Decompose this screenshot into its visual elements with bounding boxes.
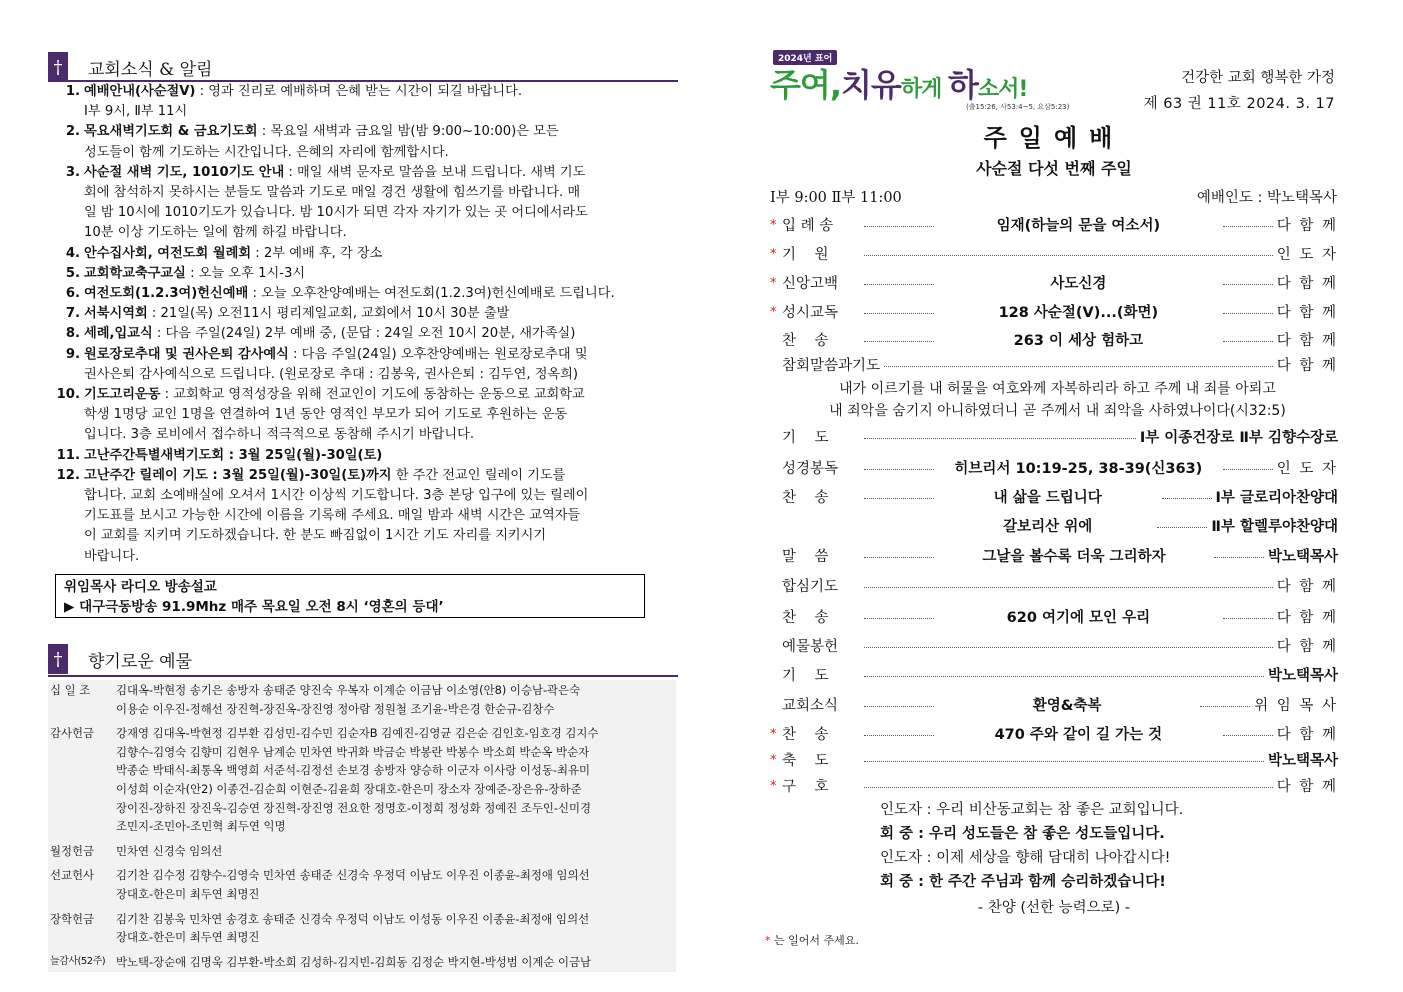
offering-row: [48, 909, 676, 948]
star-mark: *: [765, 934, 771, 947]
order-person: 인 도 자: [1276, 247, 1338, 263]
news-text-cont: 입니다. 3층 로비에서 접수하니 적극적으로 동참해 주시기 바랍니다.: [84, 427, 475, 443]
order-person: 인 도 자: [1276, 461, 1338, 477]
confession-verse: [780, 378, 1335, 422]
news-body: [84, 304, 676, 324]
leader-dots: [1223, 341, 1273, 342]
news-text-cont: 10분 이상 기도하는 일에 함께 하길 바랍니다.: [84, 225, 347, 241]
order-label: 교회소식: [782, 698, 839, 714]
leader-dots: [1223, 284, 1273, 285]
standing-mark: *: [770, 276, 777, 291]
order-person: 다 함 께: [1276, 305, 1338, 321]
order-content: 갈보리산 위에: [1003, 519, 1093, 535]
donor-line: 김대옥-박현정 송기은 송방자 송태준 양진숙 우복자 이계순 이금남 이소영(안8) 이승남-곽은숙: [116, 683, 581, 697]
offering-names: [116, 724, 676, 836]
news-body: [84, 385, 676, 446]
news-text: : 오늘 오후 1시-3시: [185, 265, 306, 281]
donor-line: 장대호-한은미 최두연 최명진: [116, 886, 260, 901]
logo-badge: 2024년 표어: [773, 50, 837, 65]
order-label: 말 씀: [782, 549, 829, 565]
offering-category: 감사헌금: [50, 726, 95, 741]
donor-line: 김향수-김영숙 김향미 김현우 남계순 민차연 박귀화 박금순 박봉란 박봉수 박소희 박순옥 박순자: [116, 744, 590, 759]
leader-dots: [864, 587, 1273, 588]
offering-row: [48, 952, 676, 973]
order-content: 임재(하늘의 문을 여소서): [996, 218, 1161, 234]
news-number: 1.: [65, 84, 80, 99]
standing-mark: *: [770, 779, 777, 794]
order-person: Ⅰ부 이종건장로 Ⅱ부 김향수장로: [1139, 430, 1338, 446]
news-item: [52, 466, 676, 567]
offering-category: 장학헌금: [50, 911, 95, 926]
news-text-cont: 바랍니다.: [84, 548, 140, 564]
order-person: 다 함 께: [1276, 579, 1338, 595]
radio-title: 위임목사 라디오 방송설교: [64, 579, 217, 595]
news-item: [52, 284, 676, 304]
order-item: [770, 459, 1338, 479]
order-item: [770, 356, 1338, 376]
offering-category: 늘감사(52주): [50, 955, 106, 967]
order-label: 입 례 송: [782, 218, 834, 234]
order-person: 다 함 께: [1276, 779, 1338, 795]
order-item: [770, 274, 1338, 294]
order-label: 찬 송: [782, 333, 829, 349]
news-body: [84, 284, 676, 304]
news-number: 11.: [56, 447, 80, 463]
leader-dots: [864, 761, 1264, 762]
leader-dots: [1200, 706, 1250, 707]
news-item: [52, 345, 676, 385]
leader-dots: [864, 498, 934, 499]
donor-line: 이성희 이순자(안2) 이종건-김순희 이현준-김윤희 장대호-한은미 장소자 장예준-장은유-장하준: [116, 781, 582, 796]
news-number: 10.: [56, 387, 80, 403]
offering-row: [48, 680, 676, 719]
leader-dots: [864, 676, 1264, 677]
news-item: [52, 304, 676, 324]
order-item: [770, 666, 1338, 686]
donor-line: 민차연 신경숙 임의선: [116, 843, 223, 858]
standing-mark: *: [770, 247, 777, 262]
order-content: 내 삶을 드립니다: [993, 490, 1102, 506]
news-body: [84, 244, 676, 264]
order-item: [770, 547, 1338, 567]
news-text-cont: Ⅰ부 9시, Ⅱ부 11시: [84, 104, 188, 120]
news-item: [52, 82, 676, 122]
order-item: [770, 696, 1338, 716]
order-item: [770, 245, 1338, 265]
congregation-line: 회 중 : 한 주간 주님과 함께 승리하겠습니다!: [880, 874, 1166, 890]
leader-dots: [1223, 618, 1273, 619]
news-text: : 오늘 오후찬양예배는 여전도회(1.2.3여)헌신예배로 드립니다.: [248, 286, 615, 302]
cross-icon: †: [48, 52, 68, 82]
news-text: : 다음 주일(24일) 2부 예배 중, (문답 : 24일 오전 10시 20분, 새가족실): [152, 326, 576, 342]
order-item: [770, 331, 1338, 351]
leader-dots: [864, 255, 1273, 256]
news-number: 6.: [65, 286, 80, 302]
news-heading: 사순절 새벽 기도, 1010기도 안내: [84, 164, 285, 180]
donor-line: 박노택-장순애 김명욱 김부환-박소희 김성하-김지빈-김희동 김정순 박지현-박성범 이계순 이금남: [116, 954, 592, 969]
responsive-reading: [880, 798, 1183, 894]
donor-line: 김기찬 김수정 김향수-김영숙 민차연 송태준 신경숙 우정덕 이남도 이우진 이종윤-최정애 임의선: [116, 868, 590, 883]
news-text-cont: 권사은퇴 감사예식으로 드립니다. (원로장로 추대 : 김봉욱, 권사은퇴 : 김두연, 정옥희): [84, 366, 579, 382]
news-heading: 예배안내(사순절Ⅴ): [84, 84, 196, 99]
order-content: 470 주와 같이 길 가는 것: [994, 727, 1163, 743]
order-person: Ⅰ부 글로리아찬양대: [1215, 490, 1338, 506]
order-label: 신앙고백: [782, 276, 839, 292]
leader-dots: [1214, 557, 1264, 558]
radio-box: [55, 574, 645, 618]
news-body: [84, 446, 676, 466]
leader-dots: [864, 469, 934, 470]
verse-line: 내가 이르기를 내 허물을 여호와께 자복하리라 하고 주께 내 죄를 아뢰고: [839, 381, 1276, 397]
news-number: 3.: [65, 164, 80, 180]
news-heading: 고난주간특별새벽기도회 : 3월 25일(월)-30일(토): [84, 447, 383, 463]
order-item: [770, 751, 1338, 771]
order-person: 박노택목사: [1267, 549, 1338, 565]
congregation-line: 회 중 : 우리 성도들은 참 좋은 성도들입니다.: [880, 826, 1165, 842]
offering-names: [116, 866, 676, 903]
news-heading: 서북시역회: [84, 306, 148, 322]
order-person: 다 함 께: [1276, 639, 1338, 655]
logo-part: 주여,: [770, 66, 841, 104]
news-number: 5.: [65, 265, 80, 281]
offering-row: [48, 841, 676, 862]
leader-dots: [1223, 735, 1273, 736]
news-heading: 세례,입교식: [84, 326, 153, 342]
news-heading: 안수집사회, 여전도회 월례회: [84, 245, 252, 261]
offering-row: [48, 865, 676, 904]
order-content: 사도신경: [1050, 276, 1107, 292]
worship-subtitle: 사순절 다섯 번째 주일: [976, 159, 1132, 178]
news-body: [84, 324, 676, 344]
order-item: [770, 637, 1338, 657]
leader-dots: [864, 438, 1136, 439]
order-content: 263 이 세상 험하고: [1013, 333, 1144, 349]
logo-part: 하: [947, 66, 978, 104]
radio-detail: ▶ 대구극동방송 91.9Mhz 매주 목요일 오전 8시 ‘영혼의 등대’: [64, 599, 444, 615]
news-heading: 목요새벽기도회 & 금요기도회: [84, 124, 258, 140]
order-label: 구 호: [782, 779, 829, 795]
order-person: 다 함 께: [1276, 610, 1338, 626]
leader-dots: [864, 557, 934, 558]
leader-dots: [864, 226, 934, 227]
standing-mark: *: [770, 305, 777, 320]
news-item: [52, 264, 676, 284]
donor-line: 장대호-한은미 최두연 최명진: [116, 930, 260, 945]
leader-dots: [864, 735, 934, 736]
order-label: 성경봉독: [782, 461, 839, 477]
standing-mark: *: [770, 753, 777, 768]
news-number: 2.: [65, 124, 80, 140]
order-item: [770, 517, 1338, 537]
leader-dots: [864, 647, 1273, 648]
offering-names: [116, 953, 676, 972]
offering-row: [48, 723, 676, 837]
order-person: 다 함 께: [1276, 727, 1338, 743]
news-text-cont: 합니다. 교회 소예배실에 오셔서 1시간 이상씩 기도합니다. 3층 본당 입구에 있는 릴레이: [84, 488, 589, 504]
leader-line: 인도자 : 우리 비산동교회는 참 좋은 교회입니다.: [880, 802, 1184, 818]
order-item: [770, 428, 1338, 448]
news-heading: 고난주간 릴레이 기도 : 3월 25일(월)-30일(토)까지: [84, 467, 392, 483]
note-text: 는 일어서 주세요.: [770, 934, 859, 947]
offering-category: 십 일 조: [50, 683, 91, 697]
news-text: : 다음 주일(24일) 오후찬양예배는 원로장로추대 및: [288, 346, 588, 362]
news-number: 7.: [65, 306, 80, 322]
offering-divider: [48, 675, 678, 677]
order-label: 성시교독: [782, 305, 839, 321]
news-item: [52, 385, 676, 446]
news-item: [52, 122, 676, 162]
news-item: [52, 163, 676, 244]
offering-names: [116, 681, 676, 718]
donor-line: 박종순 박태식-최통옥 백영희 서준석-김정선 손보경 송방자 양승하 이군자 이사랑 이성동-최유미: [116, 763, 591, 778]
order-item: [770, 303, 1338, 323]
offering-table: [48, 680, 676, 972]
standing-mark: *: [770, 727, 777, 742]
news-heading: 원로장로추대 및 권사은퇴 감사예식: [84, 346, 289, 362]
offering-category: 월정헌금: [50, 843, 95, 858]
closing-hymn: - 찬양 (선한 능력으로) -: [977, 900, 1131, 916]
donor-line: 강재영 김대옥-박현정 김부환 김성민-김수민 김순자B 김예진-김영균 김은순 김인호-임호경 김지수: [116, 726, 599, 741]
leader-dots: [864, 618, 934, 619]
order-content: 히브리서 10:19-25, 38-39(신363): [954, 461, 1203, 477]
leader-dots: [864, 284, 934, 285]
order-item: [770, 488, 1338, 508]
donor-line: 이용순 이우진-정해선 장진혁-장진옥-장진영 정아람 정원철 조기윤-박은경 한순규-김창수: [116, 701, 555, 716]
news-body: [84, 345, 676, 385]
news-item: [52, 446, 676, 466]
news-heading: 교회학교축구교실: [84, 265, 186, 281]
order-label: 참회말씀과기도: [782, 358, 881, 374]
news-text-cont: 기도표를 보시고 가능한 시간에 이름을 기록해 주세요. 매일 밤과 새벽 시간은 교역자들: [84, 508, 581, 524]
order-label: 찬 송: [782, 610, 829, 626]
order-label: 축 도: [782, 753, 829, 769]
order-person: 박노택목사: [1267, 753, 1338, 769]
leader-dots: [864, 787, 1273, 788]
news-number: 8.: [65, 326, 80, 342]
logo-part: 소서!: [977, 77, 1028, 102]
news-heading: 여전도회(1.2.3여)헌신예배: [84, 286, 249, 302]
service-times: Ⅰ부 9:00 Ⅱ부 11:00: [770, 190, 902, 206]
logo-motto: [770, 60, 1027, 106]
news-text: : 영과 진리로 예배하며 은혜 받는 시간이 되길 바랍니다.: [195, 84, 523, 99]
logo-part: 치유: [840, 66, 901, 104]
leader-dots: [1223, 226, 1273, 227]
order-person: 위 임 목 사: [1254, 698, 1338, 714]
logo-refs: (출15:26, 사53:4~5, 요삼5:23): [966, 103, 1070, 111]
news-text-cont: 일 밤 10시에 1010기도가 있습니다. 밤 10시가 되면 각자 자기가 있는 곳 어디에서라도: [84, 205, 588, 221]
order-person: 다 함 께: [1276, 358, 1338, 374]
leader-dots: [1157, 527, 1207, 528]
order-item: [770, 577, 1338, 597]
news-text-cont: 성도들이 함께 기도하는 시간입니다. 은혜의 자리에 함께합시다.: [84, 144, 449, 160]
order-item: [770, 777, 1338, 797]
news-item: [52, 324, 676, 344]
donor-line: 장이진-장하진 장진욱-김승연 장진혁-장진영 전요한 정명호-이정희 정성화 정예진 조두인-신미경: [116, 800, 592, 815]
leader-dots: [1223, 313, 1273, 314]
news-body: [84, 466, 676, 567]
offering-names: [116, 842, 676, 861]
order-label: 예물봉헌: [782, 639, 839, 655]
leader-line: 인도자 : 이제 세상을 향해 담대히 나아갑시다!: [880, 850, 1171, 866]
offering-header: [48, 644, 192, 674]
worship-title: 주일예배: [983, 123, 1125, 152]
order-item: [770, 725, 1338, 745]
news-text: : 2부 예배 후, 각 장소: [251, 245, 383, 261]
leader-dots: [864, 313, 934, 314]
news-number: 9.: [65, 346, 80, 362]
verse-line: 내 죄악을 숨기지 아니하였더니 곧 주께서 내 죄악을 사하였나이다(시32:5): [829, 403, 1286, 419]
news-number: 12.: [56, 467, 80, 483]
leader-dots: [884, 366, 1273, 367]
order-person: Ⅱ부 할렐루야찬양대: [1211, 519, 1338, 535]
order-person: 다 함 께: [1276, 276, 1338, 292]
news-number: 4.: [65, 245, 80, 261]
news-text: : 매일 새벽 문자로 말씀을 보내 드립니다. 새벽 기도: [284, 164, 586, 180]
order-person: 박노택목사: [1267, 668, 1338, 684]
order-label: 기 도: [782, 668, 829, 684]
order-item: [770, 216, 1338, 236]
offering-title: 향기로운 예물: [88, 651, 192, 672]
news-text-cont: 학생 1명당 교인 1명을 연결하여 1년 동안 영적인 부모가 되어 기도로 후원하는 운동: [84, 407, 568, 423]
worship-leader: 예배인도 : 박노택목사: [1196, 190, 1337, 206]
news-body: [84, 122, 676, 162]
standing-note: [765, 932, 859, 948]
news-body: [84, 264, 676, 284]
order-label: 찬 송: [782, 727, 829, 743]
order-label: 합심기도: [782, 579, 839, 595]
news-header: [48, 52, 212, 82]
order-label: 찬 송: [782, 490, 829, 506]
cross-icon: †: [48, 644, 68, 674]
donor-line: 김기찬 김봉욱 민차연 송경호 송태준 신경숙 우정덕 이남도 이성동 이우진 이종윤-최정애 임의선: [116, 911, 590, 926]
news-text: : 교회학교 영적성장을 위해 전교인이 기도에 동참하는 운동으로 교회학교: [160, 387, 585, 403]
order-label: 기 원: [782, 247, 829, 263]
news-item: [52, 244, 676, 264]
news-list: [52, 82, 676, 567]
leader-dots: [864, 706, 934, 707]
leader-dots: [1223, 469, 1273, 470]
offering-category: 선교헌사: [50, 868, 95, 883]
news-text: 한 주간 전교인 릴레이 기도를: [391, 467, 566, 483]
issue-info: 제 63 권 11호 2024. 3. 17: [1143, 96, 1335, 112]
offering-names: [116, 910, 676, 947]
donor-line: 조민지-조민아-조민혁 최두연 익명: [116, 819, 286, 834]
order-content: 그날을 볼수록 더욱 그리하자: [982, 549, 1166, 565]
news-title: 교회소식 & 알림: [88, 59, 213, 80]
news-text-cont: 회에 참석하지 못하시는 분들도 말씀과 기도로 매일 경건 생활에 힘쓰기를 바랍니다. 매: [84, 185, 581, 201]
leader-dots: [864, 341, 934, 342]
news-text-cont: 이 교회를 지키며 기도하겠습니다. 한 분도 빠짐없이 1시간 기도 자리를 지키시기: [84, 528, 547, 544]
news-body: [84, 163, 676, 244]
order-content: 620 여기에 모인 우리: [1006, 610, 1151, 626]
news-heading: 기도고리운동: [84, 387, 161, 403]
standing-mark: *: [770, 218, 777, 233]
news-body: [84, 82, 676, 122]
church-motto: 건강한 교회 행복한 가정: [1181, 70, 1335, 86]
leader-dots: [1162, 498, 1212, 499]
news-text: : 목요일 새벽과 금요일 밤(밤 9:00~10:00)은 모든: [257, 124, 559, 140]
order-content: 128 사순절(Ⅴ)...(화면): [998, 305, 1159, 321]
order-person: 다 함 께: [1276, 218, 1338, 234]
order-content: 환영&축복: [1032, 698, 1102, 714]
order-label: 기 도: [782, 430, 829, 446]
news-text: : 21일(목) 오전11시 평리제일교회, 교회에서 10시 30분 출발: [147, 306, 510, 322]
order-item: [770, 608, 1338, 628]
logo-part: 하게: [900, 77, 948, 102]
order-person: 다 함 께: [1276, 333, 1338, 349]
